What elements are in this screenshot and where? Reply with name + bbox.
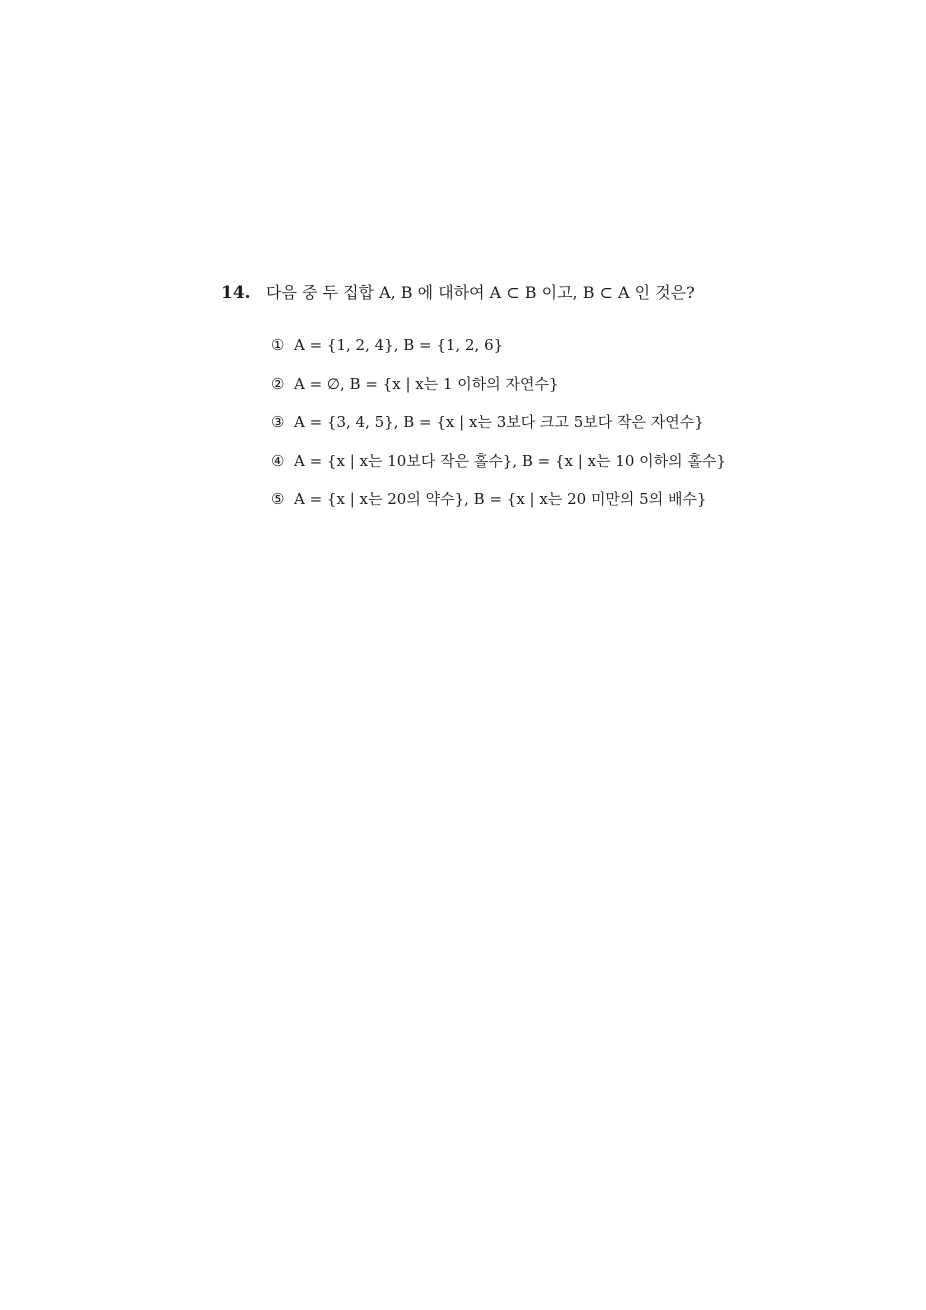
question-number: 14. [221, 283, 251, 303]
choice-text: A = {3, 4, 5}, B = {x | x는 3보다 크고 5보다 작은 자연수} [294, 413, 704, 431]
answer-choices [271, 334, 726, 527]
choice-marker: ④ [271, 451, 285, 470]
choice-3[interactable] [271, 411, 726, 450]
choice-2[interactable] [271, 373, 726, 412]
choice-marker: ① [271, 336, 285, 354]
question-block [221, 282, 901, 508]
choice-text: A = {x | x는 20의 약수}, B = {x | x는 20 미만의 5의 배수} [294, 490, 707, 508]
choice-text: A = {x | x는 10보다 작은 홀수}, B = {x | x는 10 이하의 홀수} [294, 451, 726, 470]
choice-1[interactable] [271, 334, 726, 373]
choice-text: A = {1, 2, 4}, B = {1, 2, 6} [294, 336, 504, 354]
question-text: 다음 중 두 집합 A, B 에 대하여 A ⊂ B 이고, B ⊂ A 인 것은? [266, 283, 695, 302]
choice-text: A = ∅, B = {x | x는 1 이하의 자연수} [294, 374, 559, 393]
choice-marker: ⑤ [271, 490, 285, 508]
choice-marker: ③ [271, 413, 285, 431]
choice-4[interactable] [271, 450, 726, 489]
choice-marker: ② [271, 374, 285, 393]
choice-5[interactable] [271, 488, 726, 527]
question-header [221, 282, 901, 304]
